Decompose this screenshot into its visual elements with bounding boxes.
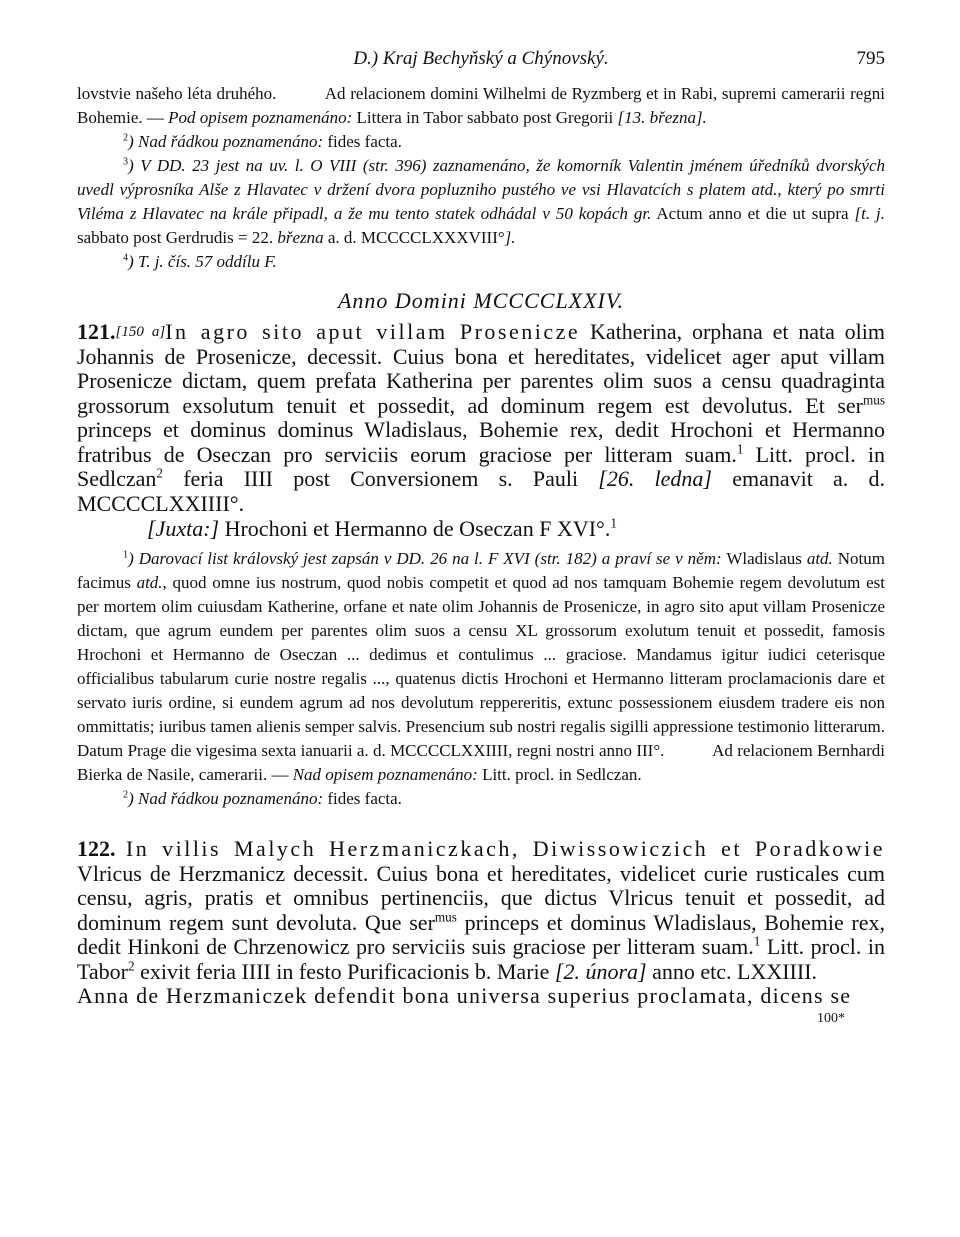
entry-text: exivit feria IIII in festo Purificacionis b. Marie bbox=[134, 958, 555, 984]
note-italic: atd. bbox=[136, 573, 163, 592]
note-italic: ) Darovací list královský jest zapsán v DD. 26 na l. F XVI (str. 182) a praví se v něm: bbox=[128, 549, 722, 568]
note-italic: března bbox=[277, 228, 324, 247]
juxta-label: [Juxta:] bbox=[147, 516, 220, 541]
note-text: sabbato post Gerdrudis = 22. bbox=[77, 228, 274, 247]
entry-text: anno etc. LXXIIII. bbox=[646, 958, 818, 984]
footnote-mark: 3 bbox=[123, 156, 129, 168]
entry-lead: In agro sito aput villam Prosenicze bbox=[165, 319, 581, 344]
editorial-date: [2. února] bbox=[554, 958, 647, 984]
running-header bbox=[77, 48, 885, 82]
footnote-4 bbox=[77, 250, 885, 274]
note-italic: ]. bbox=[504, 228, 516, 247]
note-italic: Pod opisem poznamenáno: bbox=[168, 108, 353, 127]
note-text: Ad relacionem domini Wilhelmi de Ryzmberg et in Rabi, supremi camerarii regni Bohemie. — bbox=[77, 84, 886, 127]
footnote-mark: 4 bbox=[123, 252, 129, 264]
footnote-3 bbox=[77, 154, 885, 250]
note-italic: Nad opisem poznamenáno: bbox=[292, 765, 478, 784]
note-text: Litt. procl. in Sedlczan. bbox=[482, 765, 642, 784]
note-italic: [13. března]. bbox=[617, 108, 707, 127]
note-text: fides facta. bbox=[327, 789, 402, 808]
header-title: D.) Kraj Bechyňský a Chýnovský. bbox=[353, 48, 609, 69]
entry-lead: In villis Malych Herzmaniczkach, Diwissowiczich et Poradkowie bbox=[125, 836, 886, 861]
footnote-mark: 2 bbox=[123, 789, 129, 801]
note-italic: ) Nad řádkou poznamenáno: bbox=[128, 132, 324, 151]
entry-122 bbox=[77, 837, 885, 1009]
entry-text: emanavit a. d. MCCCCLXXIIII°. bbox=[77, 466, 886, 516]
note-italic: ) Nad řádkou poznamenáno: bbox=[128, 789, 324, 808]
footnote-ref: 1 bbox=[753, 933, 761, 949]
document-page bbox=[77, 48, 885, 1027]
entry-text: Katherina, orphana et nata olim Johannis de Prosenicze, decessit. Cuius bona et hereditates, videlicet ager aput villam Prosenicze dictam, quem prefata Katherina per parentes olim suos a censu quadraginta grossorum exsolutum tenuit et possedit, ad dominum regem est devolutus. Et ser bbox=[77, 319, 885, 418]
footnote-mark: 1 bbox=[123, 549, 129, 561]
entry-text: Hrochoni et Hermanno de Oseczan F XVI°. bbox=[219, 516, 611, 541]
footnote-mark: 2 bbox=[123, 132, 129, 144]
note-text: Actum anno et die ut supra bbox=[656, 204, 849, 223]
footnote-continuation bbox=[77, 82, 885, 130]
note-text: fides facta. bbox=[327, 132, 402, 151]
footnote-ref: 1 bbox=[610, 515, 617, 531]
note-text: , quod omne ius nostrum, quod nobis competit et quod ad nos tamquam Bohemie regem devolutum est per mortem olim cuiusdam Katherine, orfane et nate olim Johannis de Prosenicze, in agro sito aput villam Prosenicze dictam, que agrum eundem per parentes olim suos a censu XL grossorum exolutum tenuit et possedit, famosis Hrochoni et Hermanno de Oseczan ... dedimus et contulimus ... graciose. Mandamus igitur iudici ceterisque officialibus tabularum curie nostre regalis ..., quatenus dictis Hrochoni et Hermanno litteram proclamacionis dare et servato iuris ordine, si eundem agrum ad nos devolutum reppereritis, extunc possessionem eiusdem tradere eis non ommittatis; iuribus tamen alienis semper salvis. Presencium sub nostri regalis sigilli appressione testimonio litterarum. Datum Prage die vigesima sexta ianuarii a. d. MCCCCLXXIIII, regni nostri anno III°. bbox=[77, 573, 886, 760]
footnote-121-1 bbox=[77, 547, 885, 787]
note-text: Wladislaus bbox=[726, 549, 802, 568]
note-text: Ad relacionem Bernhardi Bierka de Nasile, camerarii. — bbox=[77, 741, 886, 784]
footnote-121-2 bbox=[77, 787, 885, 811]
entry-text: Litt. procl. in Sedlczan bbox=[77, 441, 885, 491]
note-text: a. d. MCCCCLXXXVIII° bbox=[327, 228, 505, 247]
entry-text: princeps et dominus dominus Wladislaus, Bohemie rex, dedit Hrochoni et Hermanno fratribus de Oseczan pro serviciis eorum graciose per litteram suam. bbox=[77, 417, 885, 467]
entry-number: 122. bbox=[77, 836, 116, 861]
entry-text: princeps et dominus Wladislaus, Bohemie rex, dedit Hinkoni de Chrzenowicz pro serviciis suis graciose per litteram suam. bbox=[77, 909, 885, 959]
folio-reference: [150 a] bbox=[115, 324, 166, 340]
note-italic: ) T. j. čís. 57 oddílu F. bbox=[128, 252, 277, 271]
page-number: 795 bbox=[856, 48, 885, 69]
note-text: Notum facimus bbox=[77, 549, 886, 592]
footnote-2 bbox=[77, 130, 885, 154]
entry-text: feria IIII post Conversionem s. Pauli bbox=[163, 466, 599, 491]
note-italic: atd. bbox=[806, 549, 833, 568]
note-text: Littera in Tabor sabbato post Gregorii bbox=[356, 108, 614, 127]
entry-121 bbox=[77, 320, 885, 516]
footnote-ref: 2 bbox=[128, 958, 135, 974]
superscript: mus bbox=[863, 392, 885, 408]
footnote-ref: 1 bbox=[736, 441, 744, 457]
footnote-ref: 2 bbox=[156, 465, 163, 481]
entry-text: Anna de Herzmaniczek defendit bona universa superius proclamata, dicens se bbox=[77, 983, 852, 1008]
entry-text: Vlricus de Herzmanicz decessit. Cuius bona et hereditates, videlicet curie rusticales cum censu, agris, pratis et omnibus pertinenciis, que dictus Vlricus tenuit et possedit, ad dominum regem sunt devoluta. Que ser bbox=[77, 860, 885, 935]
note-italic: ) V DD. 23 jest na uv. l. O VIII (str. 396) zaznamenáno, že komorník Valentin jménem úředníků dvorských uvedl výprosníka Alše z Hlavatec v držení dvora popluzniho pustého ve vsi Hlavatcích s platem atd., který po smrti Viléma z Hlavatec na krále připadl, a že mu tento statek odhádal v 50 kopách gr. bbox=[77, 156, 885, 223]
entry-text: Litt. procl. in Tabor bbox=[77, 934, 885, 984]
juxta-line bbox=[77, 516, 885, 541]
superscript: mus bbox=[434, 909, 457, 925]
entry-number: 121. bbox=[77, 319, 116, 344]
section-heading: Anno Domini MCCCCLXXIV. bbox=[337, 288, 624, 313]
note-italic: [t. j. bbox=[854, 204, 886, 223]
signature-mark: 100* bbox=[817, 1010, 845, 1026]
editorial-date: [26. ledna] bbox=[598, 466, 712, 491]
note-text: lovstvie našeho léta druhého. bbox=[77, 84, 277, 103]
